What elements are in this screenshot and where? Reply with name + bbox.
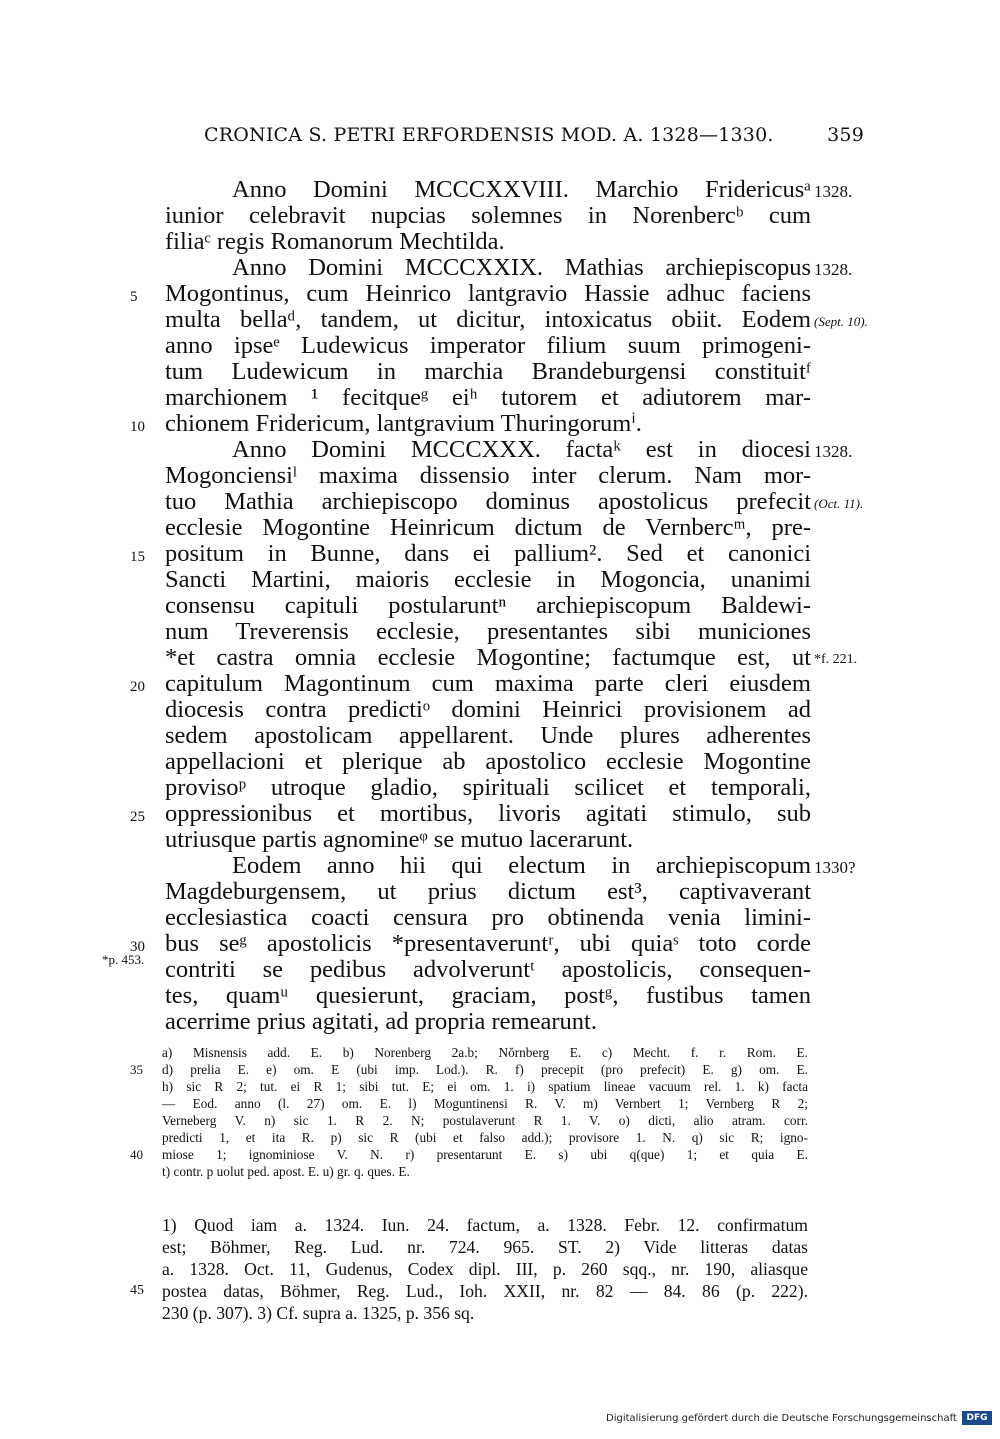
apparatus-line: predicti 1, et ita R. p) sic R (ubi et falso add.); provisore 1. N. q) sic R; igno- bbox=[162, 1130, 808, 1145]
footnote-line-number: 45 bbox=[130, 1283, 144, 1298]
apparatus-line: miose 1; ignominiose V. N. r) presentarunt E. s) ubi q(que) 1; et quia E. bbox=[162, 1147, 808, 1162]
body-line: Anno Domini MCCCXXX. factaᵏ est in diocesi bbox=[232, 436, 811, 463]
body-line: Anno Domini MCCCXXIX. Mathias archiepiscopus bbox=[232, 254, 811, 281]
apparatus-line: — Eod. anno (l. 27) om. E. l) Moguntinensi R. V. m) Vernbert 1; Vernberg R 2; bbox=[162, 1096, 808, 1111]
body-line: anno ipseᵉ Ludewicus imperator filium suum primogeni- bbox=[165, 332, 811, 359]
footnote-line: postea datas, Böhmer, Reg. Lud., Ioh. XXII, nr. 82 — 84. 86 (p. 222). bbox=[162, 1281, 808, 1301]
body-line: consensu capituli postularuntⁿ archiepiscopum Baldewi- bbox=[165, 592, 811, 619]
body-line: oppressionibus et mortibus, livoris agitati stimulo, sub bbox=[165, 800, 811, 827]
body-line: sedem apostolicam appellarent. Unde plures adherentes bbox=[165, 722, 811, 749]
body-line: Sancti Martini, maioris ecclesie in Mogoncia, unanimi bbox=[165, 566, 811, 593]
apparatus-line: a) Misnensis add. E. b) Norenberg 2a.b; Nŏrnberg E. c) Mecht. f. r. Rom. E. bbox=[162, 1045, 808, 1060]
body-line: multa bellaᵈ, tandem, ut dicitur, intoxicatus obiit. Eodem bbox=[165, 306, 811, 333]
running-title: CRONICA S. PETRI ERFORDENSIS MOD. A. 1328—1330. bbox=[204, 124, 774, 146]
margin-note: 1328. bbox=[814, 260, 853, 279]
line-number: 5 bbox=[130, 289, 138, 305]
body-line: ecclesiastica coacti censura pro obtinenda venia limini- bbox=[165, 904, 811, 931]
margin-note: 1328. bbox=[814, 442, 853, 461]
body-line: *et castra omnia ecclesie Mogontine; factumque est, ut bbox=[165, 644, 811, 671]
digitization-credit: Digitalisierung gefördert durch die Deutsche Forschungsgemeinschaft bbox=[606, 1413, 957, 1424]
apparatus-line-number: 40 bbox=[130, 1147, 143, 1162]
apparatus-line: d) prelia E. e) om. E (ubi imp. Lod.). R. f) precepit (pro prefecit) E. g) om. E. bbox=[162, 1062, 808, 1077]
body-line: chionem Fridericum, lantgravium Thuringorumⁱ. bbox=[165, 410, 642, 437]
body-line: Anno Domini MCCCXXVIII. Marchio Fridericusᵃ bbox=[232, 176, 811, 203]
margin-note: 1330? bbox=[814, 858, 856, 877]
body-line: utriusque partis agnomineᵠ se mutuo lacerarunt. bbox=[165, 826, 634, 853]
line-number: 25 bbox=[130, 809, 145, 825]
body-line: tuo Mathia archiepiscopo dominus apostolicus prefecit bbox=[165, 488, 811, 515]
margin-note: *f. 221. bbox=[814, 652, 858, 667]
line-number: 20 bbox=[130, 679, 145, 695]
body-line: Mogontinus, cum Heinrico lantgravio Hassie adhuc faciens bbox=[165, 280, 811, 307]
line-number: 30 bbox=[130, 939, 145, 955]
body-line: Eodem anno hii qui electum in archiepiscopum bbox=[232, 852, 811, 879]
body-line: bus seᵍ apostolicis *presentaveruntʳ, ubi quiaˢ toto corde bbox=[165, 930, 811, 957]
page-number: 359 bbox=[827, 124, 864, 146]
margin-note: (Oct. 11). bbox=[814, 496, 864, 511]
line-number: 10 bbox=[130, 419, 145, 435]
body-line: iunior celebravit nupcias solemnes in Norenbercᵇ cum bbox=[165, 202, 811, 229]
body-line: ecclesie Mogontine Heinricum dictum de Vernbercᵐ, pre- bbox=[165, 514, 811, 541]
body-line: provisoᵖ utroque gladio, spirituali scilicet et temporali, bbox=[165, 774, 811, 801]
margin-note-left: *p. 453. bbox=[102, 952, 145, 967]
body-line: num Treverensis ecclesie, presentantes sibi municiones bbox=[165, 618, 811, 645]
body-line: Magdeburgensem, ut prius dictum est³, captivaverant bbox=[165, 878, 811, 905]
body-line: acerrime prius agitati, ad propria remearunt. bbox=[165, 1008, 597, 1035]
footnote-line: 230 (p. 307). 3) Cf. supra a. 1325, p. 356 sq. bbox=[162, 1303, 475, 1323]
margin-note: (Sept. 10). bbox=[814, 314, 868, 329]
apparatus-line-number: 35 bbox=[130, 1062, 143, 1077]
footnote-line: est; Böhmer, Reg. Lud. nr. 724. 965. ST. 2) Vide litteras datas bbox=[162, 1237, 808, 1257]
line-number: 15 bbox=[130, 549, 145, 565]
body-line: marchionem ¹ fecitqueᵍ eiʰ tutorem et adiutorem mar- bbox=[165, 384, 811, 411]
body-line: appellacioni et plerique ab apostolico ecclesie Mogontine bbox=[165, 748, 811, 775]
dfg-logo: DFG bbox=[962, 1411, 992, 1425]
body-line: contriti se pedibus advolveruntᵗ apostolicis, consequen- bbox=[165, 956, 811, 983]
body-line: capitulum Magontinum cum maxima parte cleri eiusdem bbox=[165, 670, 811, 697]
apparatus-line: h) sic R 2; tut. ei R 1; sibi tut. E; ei om. 1. i) spatium lineae vacuum rel. 1. k) facta bbox=[162, 1079, 808, 1094]
footnote-line: a. 1328. Oct. 11, Gudenus, Codex dipl. III, p. 260 sqq., nr. 190, aliasque bbox=[162, 1259, 808, 1279]
body-line: tes, quamᵘ quesierunt, graciam, postᵍ, fustibus tamen bbox=[165, 982, 811, 1009]
apparatus-line: Verneberg V. n) sic 1. R 2. N; postulaverunt R 1. V. o) dicti, alio atram. corr. bbox=[162, 1113, 808, 1128]
footnote-line: 1) Quod iam a. 1324. Iun. 24. factum, a. 1328. Febr. 12. confirmatum bbox=[162, 1215, 808, 1235]
apparatus-line: t) contr. p uolut ped. apost. E. u) gr. q. ques. E. bbox=[162, 1164, 410, 1179]
running-header bbox=[204, 124, 864, 146]
margin-note: 1328. bbox=[814, 182, 853, 201]
body-line: filiaᶜ regis Romanorum Mechtilda. bbox=[165, 228, 505, 255]
body-line: Mogonciensiˡ maxima dissensio inter clerum. Nam mor- bbox=[165, 462, 811, 489]
body-line: diocesis contra predictiᵒ domini Heinrici provisionem ad bbox=[165, 696, 811, 723]
body-line: tum Ludewicum in marchia Brandeburgensi constituitᶠ bbox=[165, 358, 811, 385]
body-line: positum in Bunne, dans ei pallium². Sed et canonici bbox=[165, 540, 811, 567]
